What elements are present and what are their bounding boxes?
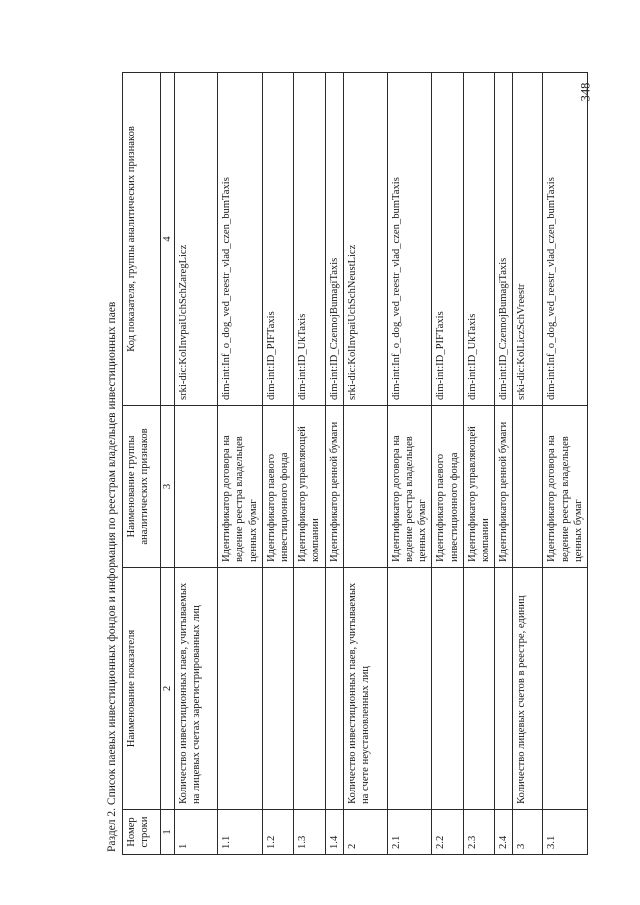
table-row — [343, 73, 387, 855]
page-number-text: 348 — [578, 82, 593, 102]
column-number: 3 — [161, 406, 175, 568]
group-name: Идентификатор управляющей компании — [294, 406, 325, 568]
group-name: Идентификатор договора на ведение реестра владельцев ценных бумаг — [543, 406, 588, 568]
indicator-name — [262, 568, 293, 810]
header-code: Код показателя, группы аналитических признаков — [123, 73, 161, 406]
header-indicator-name: Наименование показателя — [123, 568, 161, 810]
group-name — [343, 406, 387, 568]
row-number: 1.3 — [294, 810, 325, 855]
row-number: 2.1 — [387, 810, 432, 855]
table-row — [463, 73, 494, 855]
indicator-code: dim-int:ID_PIFTaxis — [432, 73, 463, 406]
row-number: 3.1 — [543, 810, 588, 855]
row-number: 1 — [175, 810, 218, 855]
table-row — [218, 73, 263, 855]
group-name: Идентификатор ценной бумаги — [325, 406, 343, 568]
table-row — [387, 73, 432, 855]
table-body — [175, 73, 588, 855]
table-row — [294, 73, 325, 855]
column-number: 2 — [161, 568, 175, 810]
indicator-name: Количество инвестиционных паев, учитываемых на лицевых счетах зарегистрированных лиц — [175, 568, 218, 810]
table-row — [262, 73, 293, 855]
indicator-name: Количество инвестиционных паев, учитываемых на счете неустановленных лиц — [343, 568, 387, 810]
indicator-code: dim-int:ID_PIFTaxis — [262, 73, 293, 406]
table-row — [432, 73, 463, 855]
indicator-name — [432, 568, 463, 810]
group-name: Идентификатор управляющей компании — [463, 406, 494, 568]
header-row-number: Номер строки — [123, 810, 161, 855]
table-row — [495, 73, 513, 855]
indicator-code: dim-int:ID_UkTaxis — [463, 73, 494, 406]
row-number: 3 — [513, 810, 543, 855]
row-number: 1.4 — [325, 810, 343, 855]
group-name: Идентификатор договора на ведение реестра владельцев ценных бумаг — [387, 406, 432, 568]
group-name: Идентификатор ценной бумаги — [495, 406, 513, 568]
column-number: 4 — [161, 73, 175, 406]
row-number: 2.2 — [432, 810, 463, 855]
row-number: 1.2 — [262, 810, 293, 855]
indicator-code: srki-dic:KolLiczSchVreestr — [513, 73, 543, 406]
table-row — [175, 73, 218, 855]
indicator-name — [218, 568, 263, 810]
indicator-code: dim-int:Inf_o_dog_ved_reestr_vlad_czen_bumTaxis — [543, 73, 588, 406]
group-name: Идентификатор паевого инвестиционного фонда — [262, 406, 293, 568]
indicator-name — [543, 568, 588, 810]
indicator-name — [463, 568, 494, 810]
row-number: 2.4 — [495, 810, 513, 855]
indicator-code: dim-int:ID_CzennojBumagiTaxis — [495, 73, 513, 406]
indicator-code: dim-int:Inf_o_dog_ved_reestr_vlad_czen_bumTaxis — [218, 73, 263, 406]
indicator-name — [294, 568, 325, 810]
table-row — [543, 73, 588, 855]
indicator-code: dim-int:ID_CzennojBumagiTaxis — [325, 73, 343, 406]
row-number: 1.1 — [218, 810, 263, 855]
indicator-name — [325, 568, 343, 810]
indicators-table — [122, 72, 588, 855]
indicator-code: srki-dic:KolInvpaiUchSchZaregLicz — [175, 73, 218, 406]
table-row — [513, 73, 543, 855]
row-number: 2.3 — [463, 810, 494, 855]
row-number: 2 — [343, 810, 387, 855]
group-name: Идентификатор паевого инвестиционного фонда — [432, 406, 463, 568]
indicator-code: srki-dic:KolInvpaiUchSchNeustLicz — [343, 73, 387, 406]
indicator-name — [495, 568, 513, 810]
table-row — [325, 73, 343, 855]
indicator-code: dim-int:ID_UkTaxis — [294, 73, 325, 406]
section-title: Раздел 2. Список паевых инвестиционных фондов и информация по реестрам владельцев инвестиционных паев — [106, 301, 118, 852]
group-name — [175, 406, 218, 568]
indicator-name — [387, 568, 432, 810]
column-number: 1 — [161, 810, 175, 855]
table-header — [123, 73, 175, 855]
rotated-page-content — [100, 65, 584, 860]
indicator-name: Количество лицевых счетов в реестре, единиц — [513, 568, 543, 810]
group-name: Идентификатор договора на ведение реестра владельцев ценных бумаг — [218, 406, 263, 568]
header-group-name: Наименование группы аналитических признаков — [123, 406, 161, 568]
indicator-code: dim-int:Inf_o_dog_ved_reestr_vlad_czen_bumTaxis — [387, 73, 432, 406]
group-name — [513, 406, 543, 568]
